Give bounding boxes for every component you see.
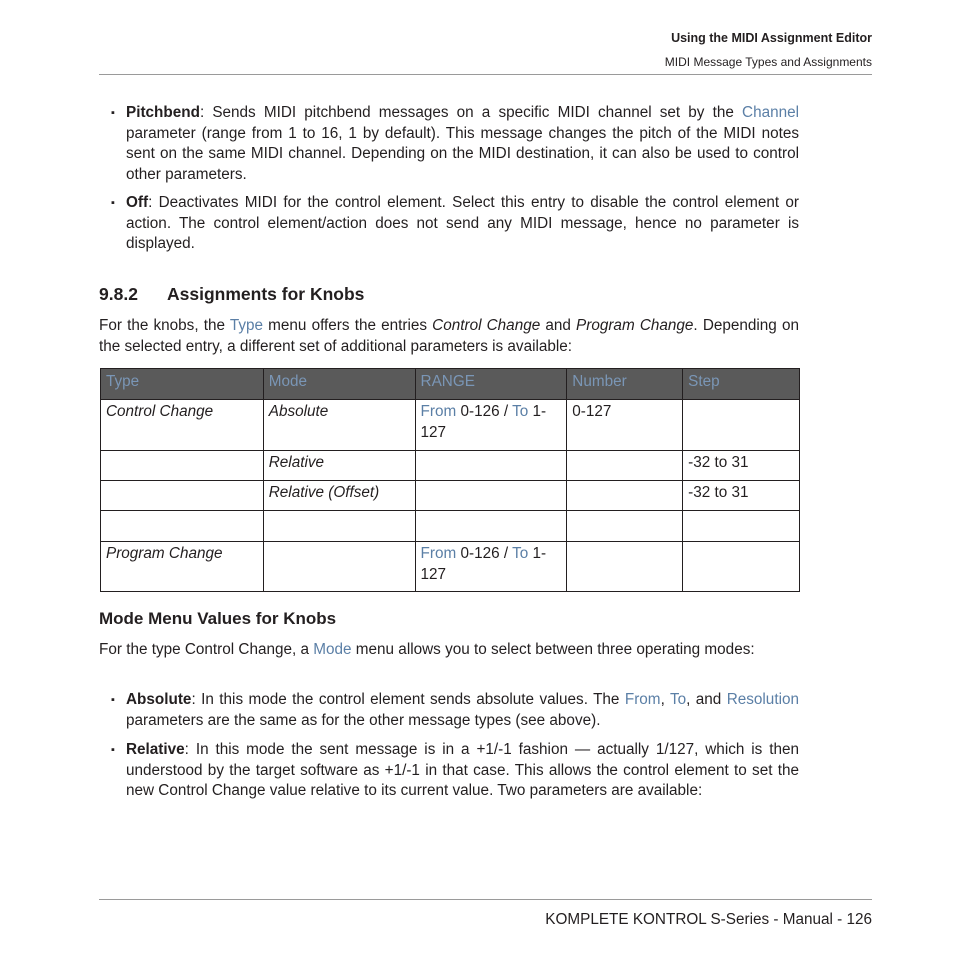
- bullet-text: : Sends MIDI pitchbend messages on a specific MIDI channel set by the: [199, 104, 743, 121]
- bullet-mark: ▪: [111, 744, 115, 756]
- bullet-text: parameter (range from 1 to 16, 1 by default). This message changes the pitch of the MIDI notes sent on the same MIDI channel. Depending on the MIDI destination, it can also be used to control other parameters.: [126, 124, 799, 183]
- cell-type: [101, 451, 264, 481]
- resolution-link[interactable]: Resolution: [726, 691, 799, 708]
- bullet-term: Off: [126, 194, 149, 211]
- section-title: Assignments for Knobs: [167, 284, 365, 304]
- from-link[interactable]: From: [420, 545, 457, 562]
- column-header-number: Number: [567, 369, 683, 400]
- column-header-mode: Mode: [263, 369, 415, 400]
- to-link[interactable]: To: [512, 545, 529, 562]
- cell-step: [683, 542, 800, 592]
- cell-range: From 0-126 / To 1-127: [415, 400, 567, 451]
- cell-step: -32 to 31: [683, 481, 800, 511]
- bullet-off: [99, 193, 799, 255]
- cell-mode: [263, 542, 415, 592]
- type-link[interactable]: Type: [229, 317, 264, 334]
- page-footer: KOMPLETE KONTROL S-Series - Manual - 126: [545, 911, 872, 928]
- cell-number: [567, 451, 683, 481]
- cell-range: From 0-126 / To 1-127: [415, 542, 567, 592]
- cell-type: Program Change: [101, 542, 264, 592]
- channel-link[interactable]: Channel: [742, 104, 799, 121]
- cell-range: [415, 481, 567, 511]
- column-header-type: Type: [101, 369, 264, 400]
- mode-intro: For the type Control Change, a Mode menu allows you to select between three operating modes:: [99, 641, 755, 658]
- cell-step: [683, 511, 800, 542]
- cell-range: [415, 451, 567, 481]
- bullet-term: Absolute: [126, 691, 192, 708]
- cell-mode: [263, 511, 415, 542]
- cell-type: [101, 511, 264, 542]
- to-link[interactable]: To: [669, 691, 687, 708]
- table-row: [101, 451, 800, 481]
- section-heading: [99, 284, 364, 305]
- section-number: 9.8.2: [99, 284, 138, 304]
- cell-mode: Absolute: [263, 400, 415, 451]
- running-header-subtitle: MIDI Message Types and Assignments: [664, 55, 872, 69]
- header-divider: [99, 74, 872, 75]
- bullet-relative: ▪ Relative: In this mode the sent message is in a +1/-1 fashion — actually 1/127, which is then understood by the target software as +1/-1 in that case. This allows the control element to set the new Control Change value relative to its current value. Two parameters are available:: [111, 741, 799, 799]
- section-intro: For the knobs, the Type menu offers the entries Control Change and Program Change. Depending on the selected entry, a different set of additional parameters is available:: [99, 317, 799, 355]
- cell-number: [567, 542, 683, 592]
- cell-step: -32 to 31: [683, 451, 800, 481]
- bullet-term: Pitchbend: [126, 104, 200, 121]
- cell-mode: Relative (Offset): [263, 481, 415, 511]
- cell-number: [567, 511, 683, 542]
- column-header-step: Step: [683, 369, 800, 400]
- bullet-absolute: ▪ Absolute: In this mode the control element sends absolute values. The From, To, and Resolution parameters are the same as for the other message types (see above).: [111, 691, 799, 729]
- table-row: [101, 481, 800, 511]
- cell-type: [101, 481, 264, 511]
- knob-assignments-table: [100, 368, 800, 592]
- bullet-text: : Deactivates MIDI for the control element. Select this entry to disable the control element or action. The control element/action does not send any MIDI message, hence no parameter is displayed.: [126, 194, 799, 252]
- column-header-range: RANGE: [415, 369, 567, 400]
- footer-divider: [99, 899, 872, 900]
- cell-range: [415, 511, 567, 542]
- cell-type: Control Change: [101, 400, 264, 451]
- running-header-title: Using the MIDI Assignment Editor: [671, 31, 872, 45]
- subsection-heading: Mode Menu Values for Knobs: [99, 609, 337, 628]
- table-row: [101, 511, 800, 542]
- cell-step: [683, 400, 800, 451]
- bullet-term: Relative: [126, 741, 185, 758]
- table-row: [101, 542, 800, 592]
- bullet-pitchbend: [99, 103, 799, 185]
- cell-number: [567, 481, 683, 511]
- bullet-mark: ▪: [111, 197, 115, 209]
- bullet-mark: ▪: [111, 107, 115, 119]
- to-link[interactable]: To: [512, 403, 529, 420]
- cell-number: 0-127: [567, 400, 683, 451]
- from-link[interactable]: From: [420, 403, 457, 420]
- cell-mode: Relative: [263, 451, 415, 481]
- bullet-mark: ▪: [111, 694, 115, 706]
- from-link[interactable]: From: [624, 691, 661, 708]
- table-row: [101, 400, 800, 451]
- mode-link[interactable]: Mode: [313, 641, 352, 658]
- table-header-row: [101, 369, 800, 400]
